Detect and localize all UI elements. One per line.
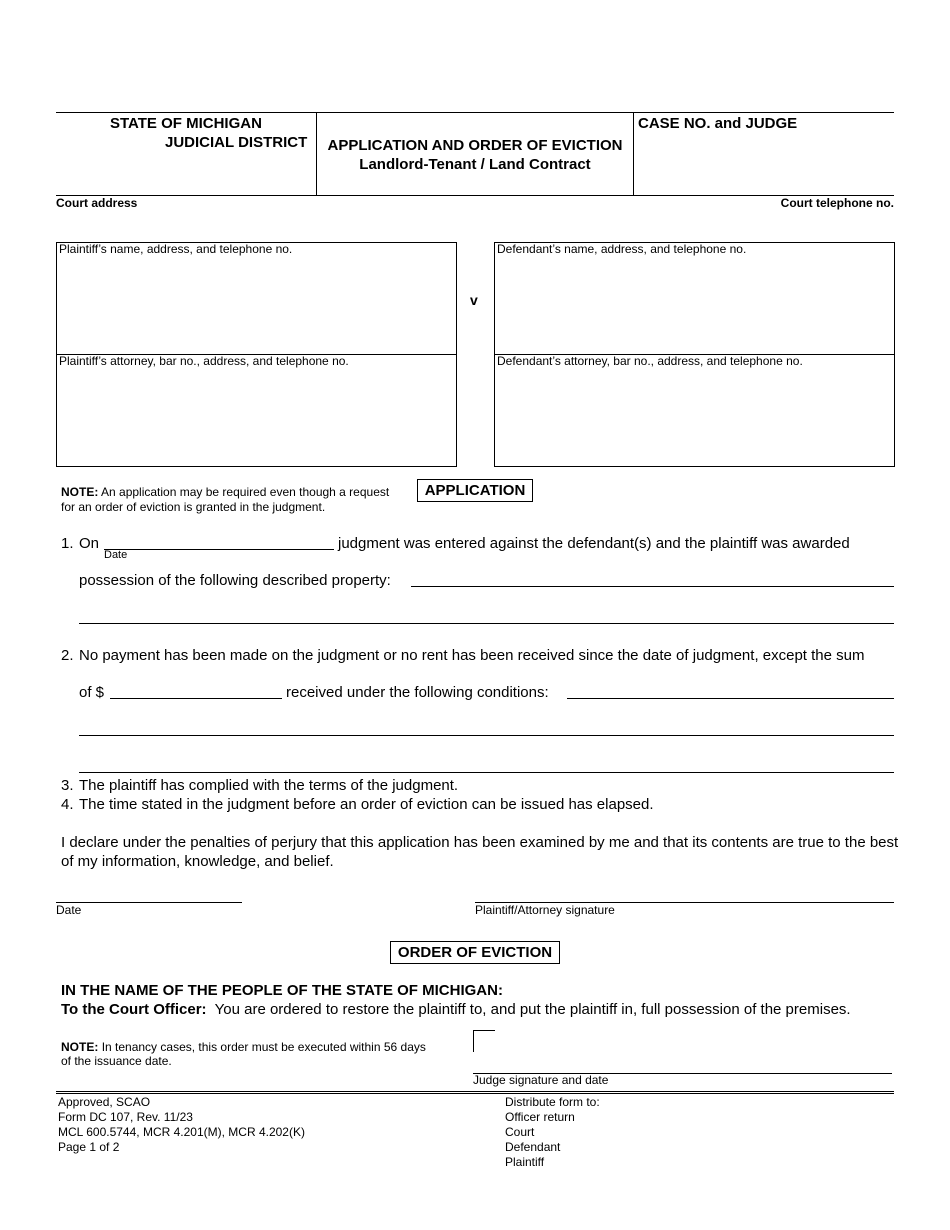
plaintiff-name-label: Plaintiff’s name, address, and telephone no. bbox=[59, 242, 293, 256]
distribute-item: Officer return bbox=[505, 1110, 575, 1124]
officer-label: To the Court Officer: bbox=[61, 1001, 207, 1018]
item1-number: 1. bbox=[61, 535, 74, 552]
conditions-field-line3[interactable] bbox=[79, 772, 894, 773]
application-date-field[interactable] bbox=[56, 902, 242, 903]
item2-text: No payment has been made on the judgment or no rent has been received since the date of judgment, except the sum bbox=[79, 647, 865, 664]
judge-signature-label: Judge signature and date bbox=[473, 1073, 609, 1087]
form-title: APPLICATION AND ORDER OF EVICTION bbox=[327, 137, 623, 154]
court-telephone-label: Court telephone no. bbox=[780, 196, 894, 210]
item1-property-label: possession of the following described property: bbox=[79, 572, 391, 589]
item1-text: judgment was entered against the defendant(s) and the plaintiff was awarded bbox=[338, 535, 850, 552]
application-heading: APPLICATION bbox=[417, 479, 533, 502]
footer-approved: Approved, SCAO bbox=[58, 1095, 151, 1109]
header-divider-left bbox=[316, 112, 317, 196]
item3-number: 3. bbox=[61, 777, 74, 794]
distribute-item: Court bbox=[505, 1125, 535, 1139]
footer-distribute: Distribute form to: bbox=[505, 1095, 600, 1109]
footer-rule-1 bbox=[56, 1091, 894, 1092]
judgment-date-field[interactable] bbox=[104, 549, 334, 550]
header-divider-right bbox=[633, 112, 634, 196]
item2-number: 2. bbox=[61, 647, 74, 664]
officer-text: You are ordered to restore the plaintiff to, and put the plaintiff in, full possession of the premises. bbox=[214, 1001, 851, 1018]
footer-mcl: MCL 600.5744, MCR 4.201(M), MCR 4.202(K) bbox=[58, 1125, 305, 1139]
application-note-text: An application may be required even though a request for an order of eviction is granted in the judgment. bbox=[61, 485, 390, 514]
defendant-name-label: Defendant’s name, address, and telephone no. bbox=[497, 242, 747, 256]
judge-bracket-side bbox=[473, 1030, 474, 1052]
property-field-line2[interactable] bbox=[79, 623, 894, 624]
amount-field[interactable] bbox=[110, 698, 282, 699]
case-number-label: CASE NO. and JUDGE bbox=[638, 115, 798, 132]
conditions-field-line1[interactable] bbox=[567, 698, 894, 699]
item2-of: of $ bbox=[79, 684, 105, 701]
perjury-declaration: I declare under the penalties of perjury that this application has been examined by me and that its contents are true to the best of my information, knowledge, and belief. bbox=[61, 834, 899, 870]
item3-text: The plaintiff has complied with the terms of the judgment. bbox=[79, 777, 459, 794]
distribute-item: Plaintiff bbox=[505, 1155, 545, 1169]
application-note bbox=[61, 485, 391, 515]
header-top-rule bbox=[56, 112, 894, 113]
distribute-item: Defendant bbox=[505, 1140, 561, 1154]
footer-rule-2 bbox=[56, 1093, 894, 1094]
item4-number: 4. bbox=[61, 796, 74, 813]
people-statement: IN THE NAME OF THE PEOPLE OF THE STATE OF MICHIGAN: bbox=[61, 982, 503, 999]
versus-label: v bbox=[470, 292, 478, 308]
footer-page: Page 1 of 2 bbox=[58, 1140, 120, 1154]
form-subtitle: Landlord-Tenant / Land Contract bbox=[359, 156, 591, 173]
item4-text: The time stated in the judgment before an order of eviction can be issued has elapsed. bbox=[79, 796, 654, 813]
state-label: STATE OF MICHIGAN bbox=[110, 115, 262, 132]
court-address-label: Court address bbox=[56, 196, 138, 210]
conditions-field-line2[interactable] bbox=[79, 735, 894, 736]
item2-received-label: received under the following conditions: bbox=[286, 684, 549, 701]
judge-bracket-top bbox=[473, 1030, 495, 1031]
plaintiff-signature-label: Plaintiff/Attorney signature bbox=[475, 903, 615, 917]
order-note-text: In tenancy cases, this order must be executed within 56 days of the issuance date. bbox=[61, 1040, 426, 1068]
item1-on: On bbox=[79, 535, 100, 552]
order-note-label: NOTE: bbox=[61, 1040, 99, 1054]
order-note bbox=[61, 1040, 426, 1068]
application-note-label: NOTE: bbox=[61, 485, 99, 499]
officer-order bbox=[61, 1001, 851, 1018]
district-label: JUDICIAL DISTRICT bbox=[165, 134, 308, 151]
application-date-label: Date bbox=[56, 903, 82, 917]
plaintiff-attorney-label: Plaintiff’s attorney, bar no., address, and telephone no. bbox=[59, 354, 349, 368]
defendant-attorney-label: Defendant’s attorney, bar no., address, and telephone no. bbox=[497, 354, 803, 368]
order-heading: ORDER OF EVICTION bbox=[390, 941, 560, 964]
judgment-date-caption: Date bbox=[104, 549, 128, 561]
footer-form-number: Form DC 107, Rev. 11/23 bbox=[58, 1110, 193, 1124]
property-field-line1[interactable] bbox=[411, 586, 894, 587]
